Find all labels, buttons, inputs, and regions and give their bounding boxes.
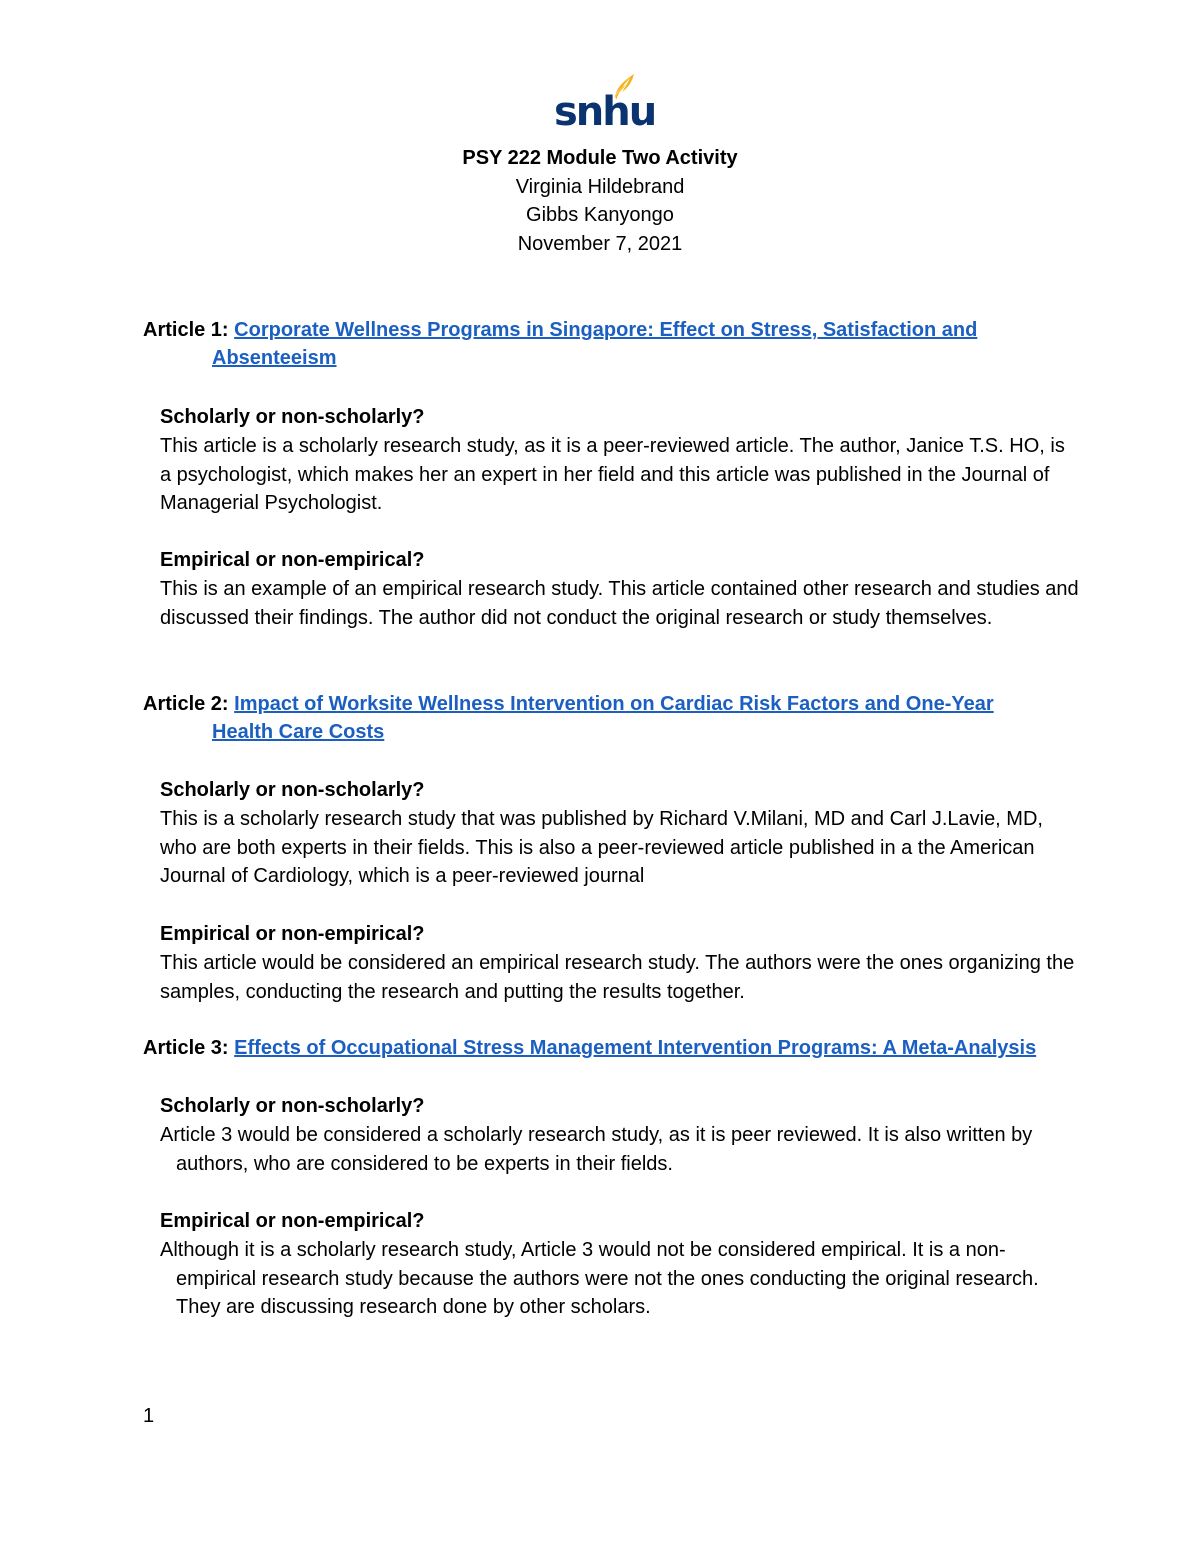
answer-text: This article would be considered an empirical research study. The authors were the ones organizing the samples, conducting the research and putting the results together. bbox=[160, 951, 1075, 1003]
answer-text: This is a scholarly research study that was published by Richard V.Milani, MD and Carl J.Lavie, MD, who are both experts in their fields. This is also a peer-reviewed article published in a the American Journal of Cardiology, which is a peer-reviewed journal bbox=[160, 807, 1043, 888]
answer-text: Article 3 would be considered a scholarly research study, as it is peer reviewed. It is also written by authors, who are considered to be experts in their fields. bbox=[160, 1123, 1033, 1175]
question-heading: Scholarly or non-scholarly? bbox=[160, 406, 425, 428]
answer-text: This article is a scholarly research study, as it is a peer-reviewed article. The author, Janice T.S. HO, is a psychologist, which makes her an expert in her field and this article was published in the Journal of Managerial Psychologist. bbox=[160, 434, 1065, 515]
article-2-empirical bbox=[160, 920, 1080, 1006]
article-1-scholarly bbox=[160, 403, 1080, 518]
article-1-empirical bbox=[160, 546, 1080, 632]
article-2-heading bbox=[143, 690, 1073, 746]
question-heading: Empirical or non-empirical? bbox=[160, 549, 425, 571]
article-3-heading bbox=[143, 1034, 1073, 1062]
question-heading: Scholarly or non-scholarly? bbox=[160, 779, 425, 801]
article-1-link[interactable]: Corporate Wellness Programs in Singapore: Effect on Stress, Satisfaction and Absenteeism bbox=[212, 319, 978, 369]
snhu-logo bbox=[552, 72, 656, 138]
page-number: 1 bbox=[143, 1405, 155, 1427]
article-1-heading bbox=[143, 316, 1073, 372]
article-2-scholarly bbox=[160, 776, 1080, 891]
article-3-link[interactable]: Effects of Occupational Stress Management Intervention Programs: A Meta-Analysis bbox=[234, 1037, 1037, 1059]
question-heading: Empirical or non-empirical? bbox=[160, 923, 425, 945]
document-date: November 7, 2021 bbox=[517, 232, 683, 255]
article-label: Article 2: bbox=[143, 693, 229, 715]
document-header bbox=[0, 144, 1200, 258]
article-2-link[interactable]: Impact of Worksite Wellness Intervention on Cardiac Risk Factors and One-Year Health Care Costs bbox=[212, 693, 994, 743]
document-title: PSY 222 Module Two Activity bbox=[462, 147, 738, 169]
instructor-name: Gibbs Kanyongo bbox=[526, 204, 674, 226]
answer-text: This is an example of an empirical research study. This article contained other research and studies and discussed their findings. The author did not conduct the original research or study themselves. bbox=[160, 577, 1079, 629]
article-3-scholarly bbox=[160, 1092, 1080, 1178]
logo-text: snhu bbox=[554, 89, 656, 135]
article-3-empirical bbox=[160, 1207, 1080, 1322]
answer-text: Although it is a scholarly research study, Article 3 would not be considered empirical. It is a non-empirical research study because the authors were not the ones conducting the original research. They are discussing research done by other scholars. bbox=[160, 1238, 1039, 1319]
question-heading: Empirical or non-empirical? bbox=[160, 1210, 425, 1232]
article-label: Article 3: bbox=[143, 1037, 229, 1059]
author-name: Virginia Hildebrand bbox=[515, 175, 685, 198]
article-label: Article 1: bbox=[143, 319, 229, 341]
question-heading: Scholarly or non-scholarly? bbox=[160, 1095, 425, 1117]
